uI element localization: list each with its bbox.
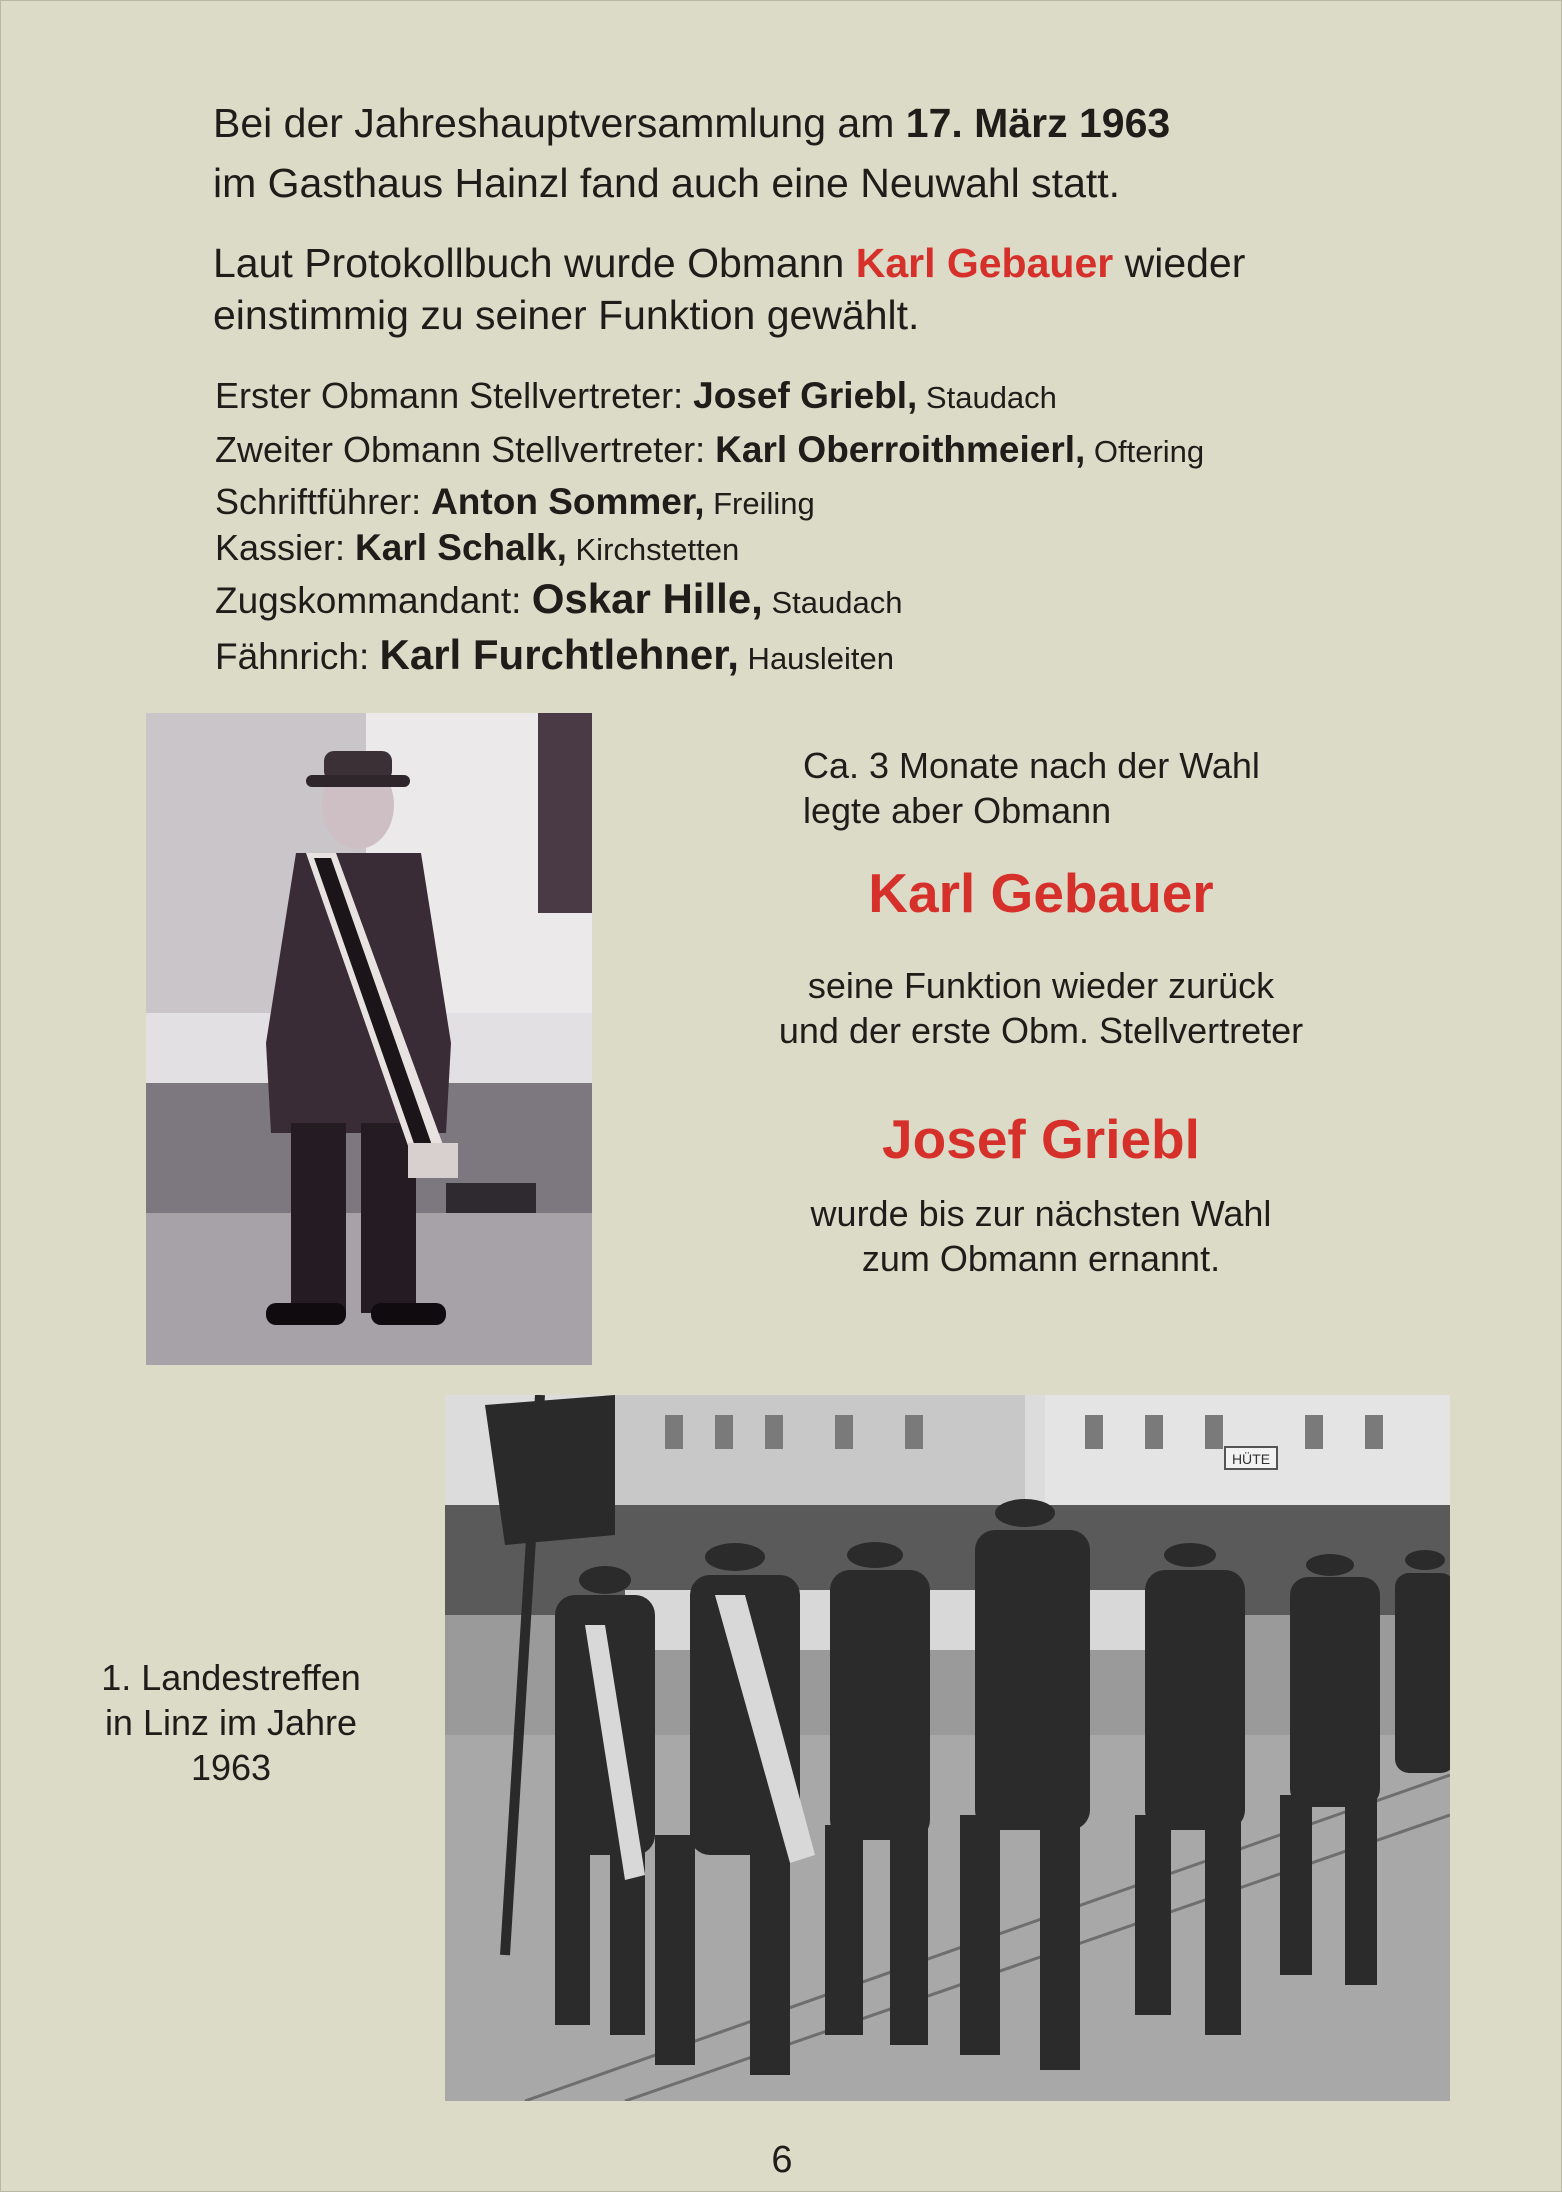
officer-name: Anton Sommer,: [431, 481, 705, 522]
portrait-illustration: [146, 713, 592, 1365]
officer-row: [215, 631, 894, 679]
officer-place: Freiling: [704, 486, 815, 521]
election-line1-text: Laut Protokollbuch wurde Obmann: [213, 240, 856, 286]
officer-role: Zweiter Obmann Stellvertreter:: [215, 429, 716, 470]
portrait-photo: [146, 713, 592, 1365]
officer-row: [215, 429, 1204, 471]
officer-place: Oftering: [1085, 434, 1205, 469]
officer-row: [215, 575, 902, 623]
officer-role: Kassier:: [215, 527, 356, 568]
intro-line1-text: Bei der Jahreshauptversammlung am: [213, 100, 906, 146]
side-text-block-3: [761, 1191, 1321, 1281]
side-text-block-1: [803, 743, 1363, 833]
officer-name: Karl Schalk,: [355, 527, 567, 568]
highlight-name: Karl Gebauer: [868, 862, 1214, 924]
page-number: 6: [771, 2139, 793, 2181]
highlight-name-gebauer: Karl Gebauer: [855, 240, 1114, 286]
photo-caption: [71, 1655, 391, 1790]
officer-row: [215, 527, 739, 569]
side-text-line: legte aber Obmann: [803, 790, 1112, 831]
election-paragraph: [213, 237, 1413, 341]
officer-name: Josef Griebl,: [693, 375, 918, 416]
election-line2: einstimmig zu seiner Funktion gewählt.: [213, 292, 920, 338]
caption-line: 1. Landestreffen: [101, 1657, 361, 1698]
intro-line2: im Gasthaus Hainzl fand auch eine Neuwahl statt.: [213, 160, 1121, 206]
side-name-griebl: [761, 1107, 1321, 1171]
highlight-name: Josef Griebl: [882, 1108, 1200, 1170]
officer-role: Erster Obmann Stellvertreter:: [215, 375, 694, 416]
parade-illustration: [445, 1395, 1450, 2101]
officer-place: Staudach: [762, 585, 903, 620]
side-text-line: zum Obmann ernannt.: [861, 1238, 1221, 1279]
side-text-line: wurde bis zur nächsten Wahl: [810, 1193, 1272, 1234]
side-text-line: seine Funktion wieder zurück: [807, 965, 1275, 1006]
side-text-line: und der erste Obm. Stellvertreter: [778, 1010, 1304, 1051]
side-text-line: Ca. 3 Monate nach der Wahl: [803, 745, 1260, 786]
intro-paragraph: [213, 93, 1413, 213]
election-line1-suffix: wieder: [1113, 240, 1246, 286]
side-name-gebauer: [761, 861, 1321, 925]
officer-place: Kirchstetten: [566, 532, 740, 567]
caption-line: in Linz im Jahre: [104, 1702, 358, 1743]
officer-role: Schriftführer:: [215, 481, 432, 522]
officer-name: Karl Oberroithmeierl,: [715, 429, 1086, 470]
officer-role: Fähnrich:: [215, 636, 380, 677]
caption-line: 1963: [190, 1747, 272, 1788]
officer-row: [215, 375, 1057, 417]
street-sign-text: HÜTE: [1231, 1451, 1271, 1467]
officer-place: Staudach: [917, 380, 1057, 415]
officer-place: Hausleiten: [738, 641, 895, 676]
side-text-block-2: [761, 963, 1321, 1053]
officer-role: Zugskommandant:: [215, 580, 532, 621]
parade-photo: [445, 1395, 1450, 2101]
meeting-date: 17. März 1963: [905, 100, 1171, 146]
officer-row: [215, 481, 815, 523]
officer-name: Karl Furchtlehner,: [379, 631, 739, 678]
officer-name: Oskar Hille,: [531, 575, 763, 622]
